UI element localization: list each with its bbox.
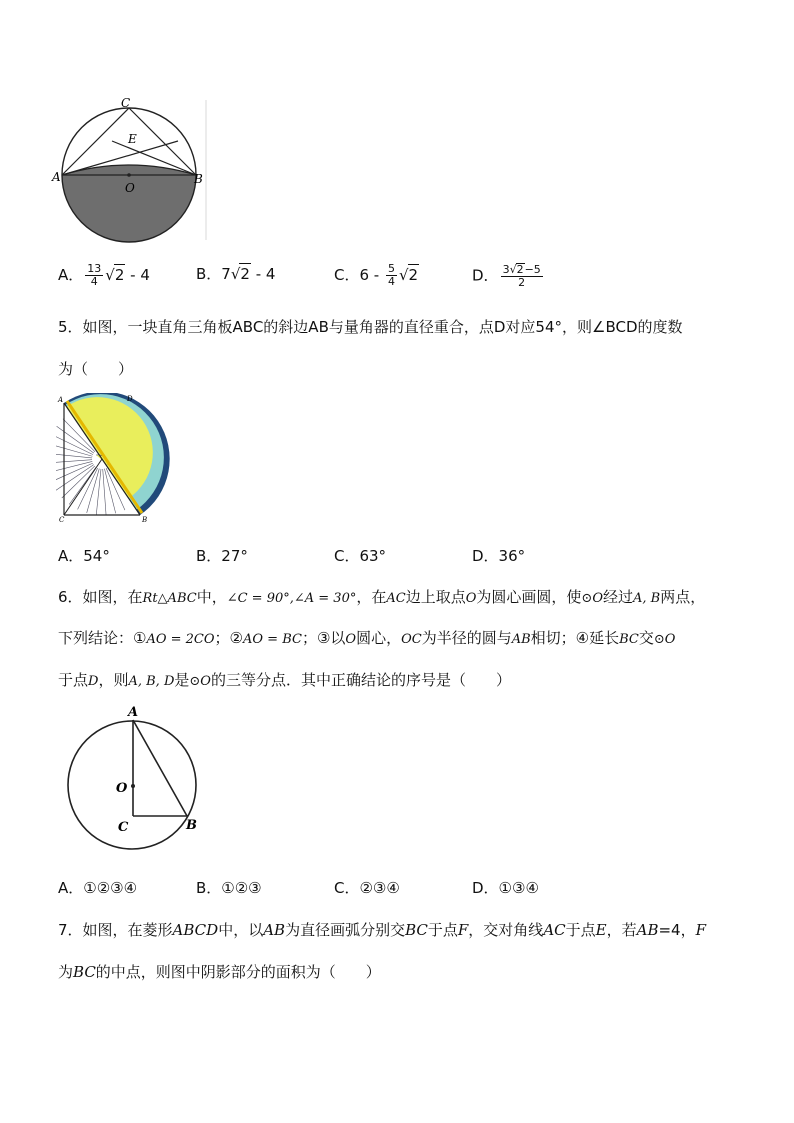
q7-text-line2: 为BC的中点，则图中阴影部分的面积为（ ） (58, 963, 381, 981)
protractor-ray (56, 465, 94, 491)
q5-option-c[interactable]: C．63° (334, 547, 387, 565)
q5-protractor-figure (56, 393, 188, 523)
protractor-ray (56, 453, 92, 458)
label-c: C (121, 96, 131, 110)
label-b: B (142, 516, 148, 523)
q4-option-a[interactable]: A． $\frac{13}{4}$ √2 - 4 (58, 262, 150, 288)
label-a: A (52, 170, 61, 184)
q6-option-a[interactable]: A．①②③④ (58, 879, 138, 897)
protractor-ray (56, 461, 92, 472)
q4-option-d[interactable]: D． $\frac{3√2-5}{2}$ (472, 263, 541, 289)
label-b: B (186, 818, 197, 833)
label-c: C (118, 820, 129, 835)
label-d: D (127, 395, 133, 403)
label-o: O (116, 781, 128, 796)
q6-circle-figure (60, 700, 210, 850)
q5-option-a[interactable]: A．54° (58, 547, 110, 565)
label-o: O (125, 181, 135, 195)
q6-option-d[interactable]: D．①③④ (472, 879, 539, 897)
label-c: C (59, 516, 65, 523)
q7-text-line1: 7．如图，在菱形ABCD中，以AB为直径画弧分别交BC于点F，交对角线AC于点E，若AB=4，F (58, 921, 707, 939)
q6-text-line2: 下列结论：①AO = 2CO；②AO = BC；③以O圆心，OC为半径的圆与AB相切；④延长BC交⊙O (58, 629, 676, 647)
q5-option-b[interactable]: B．27° (196, 547, 248, 565)
q4-option-c[interactable]: C．6 - $\frac{5}{4}$ √2 (334, 262, 419, 288)
q4-circle-figure (50, 95, 220, 245)
protractor-ray (103, 469, 106, 515)
q6-option-b[interactable]: B．①②③ (196, 879, 262, 897)
label-a: A (128, 705, 139, 720)
q6-option-c[interactable]: C．②③④ (334, 879, 400, 897)
label-e: E (128, 132, 137, 146)
protractor-ray (56, 460, 92, 463)
label-a: A (58, 396, 64, 404)
q6-text-line3: 于点D，则A, B, D是⊙O的三等分点．其中正确结论的序号是（ ） (58, 671, 511, 689)
q6-text-line1: 6．如图，在Rt△ABC中，∠C = 90°,∠A = 30°，在AC边上取点O为圆心画圆，使⊙O经过A, B两点， (58, 588, 706, 606)
q5-option-d[interactable]: D．36° (472, 547, 526, 565)
label-b: B (194, 172, 203, 186)
q4-option-b[interactable]: B．7√2 - 4 (196, 265, 276, 283)
q5-text-line1: 5．如图，一块直角三角板ABC的斜边AB与量角器的直径重合，点D对应54°，则∠BCD的度数 (58, 318, 683, 336)
q5-text-line2: 为（ ） (58, 360, 134, 378)
